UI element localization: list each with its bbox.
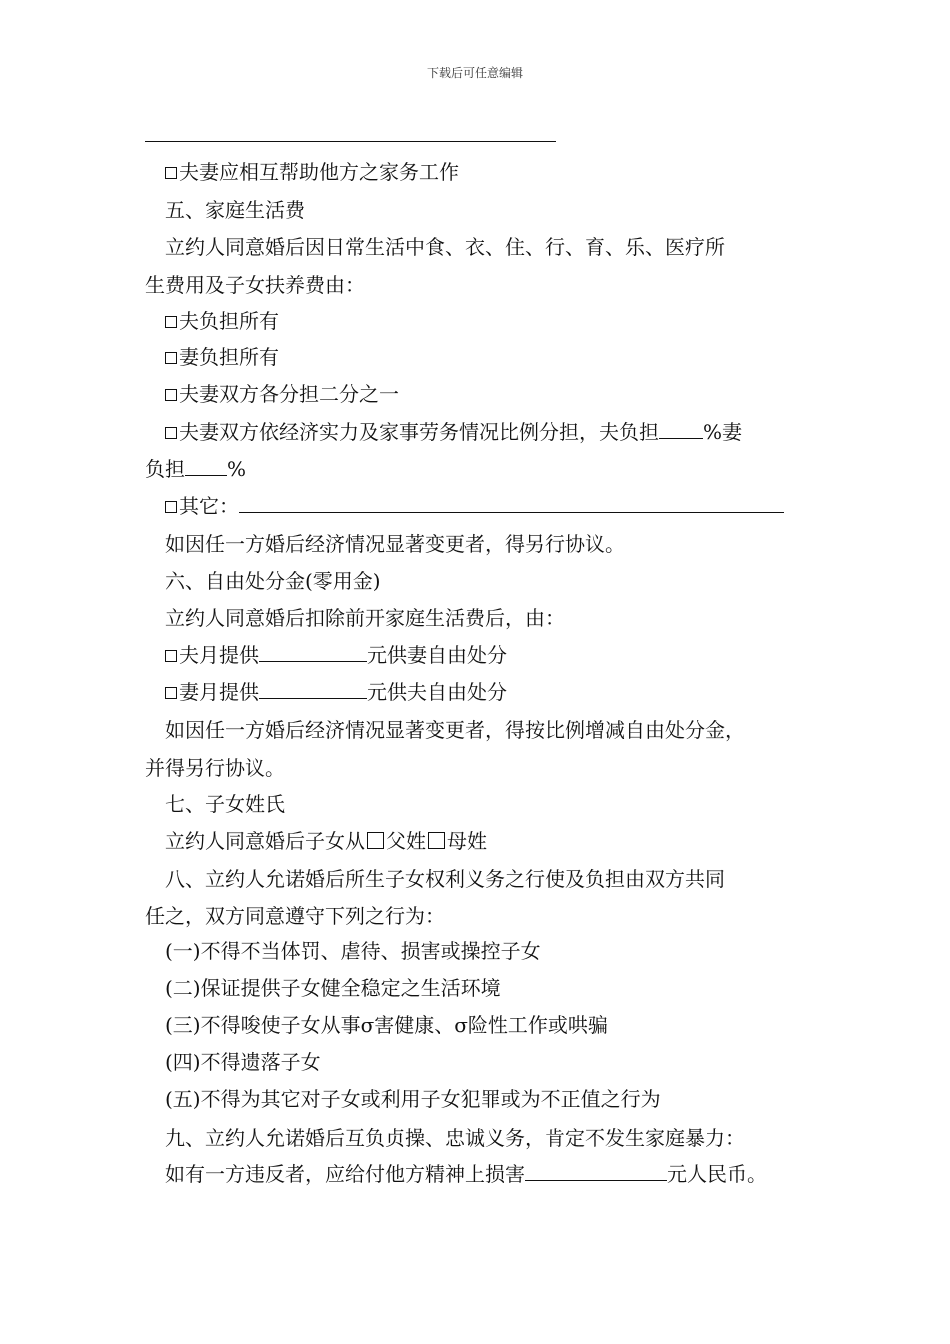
section-heading: 八、立约人允诺婚后所生子女权利义务之行使及负担由双方共同	[165, 867, 725, 891]
option-text: 其它：	[179, 494, 239, 518]
section-heading: 五、家庭生活费	[165, 198, 305, 222]
paragraph-line: 立约人同意婚后扣除前开家庭生活费后，由：	[165, 606, 565, 630]
percent-blank-husband[interactable]	[659, 418, 703, 439]
option-item	[145, 418, 845, 446]
checkbox-icon[interactable]	[165, 501, 177, 513]
paragraph-line: 生费用及子女扶养费由：	[145, 273, 365, 297]
text: 母姓	[447, 829, 487, 853]
text: 父姓	[386, 829, 426, 853]
checkbox-icon[interactable]	[165, 167, 177, 179]
checkbox-icon[interactable]	[367, 832, 384, 849]
fill-in-line	[145, 141, 556, 142]
option-text: 夫妻应相互帮助他方之家务工作	[179, 160, 459, 184]
option-text: 夫月提供	[179, 643, 259, 667]
checkbox-icon[interactable]	[165, 316, 177, 328]
section-heading: 七、子女姓氏	[165, 792, 285, 816]
paragraph-line	[145, 1160, 845, 1188]
paragraph-line: 如因任一方婚后经济情况显著变更者，得按比例增减自由处分金，	[165, 718, 745, 742]
option-text: 妻负担所有	[179, 345, 279, 369]
option-text: %妻	[703, 420, 743, 444]
checkbox-icon[interactable]	[165, 389, 177, 401]
option-text: 元供夫自由处分	[367, 680, 507, 704]
option-text: 夫妻双方各分担二分之一	[179, 382, 399, 406]
text: %	[227, 457, 247, 481]
page-header: 下载后可任意编辑	[426, 66, 523, 80]
option-item	[145, 158, 845, 186]
option-text: 夫妻双方依经济实力及家事劳务情况比例分担，夫负担	[179, 420, 659, 444]
option-text: 夫负担所有	[179, 309, 279, 333]
list-item: (五)不得为其它对子女或利用子女犯罪或为不正值之行为	[165, 1087, 661, 1111]
paragraph-line: 立约人同意婚后因日常生活中食、衣、住、行、育、乐、医疗所	[165, 235, 725, 259]
option-text: 妻月提供	[179, 680, 259, 704]
amount-blank[interactable]	[259, 641, 367, 662]
other-blank[interactable]	[239, 492, 784, 513]
text: 负担	[145, 457, 185, 481]
checkbox-icon[interactable]	[165, 352, 177, 364]
amount-blank[interactable]	[525, 1160, 667, 1181]
section-heading: 九、立约人允诺婚后互负贞操、忠诚义务，肯定不发生家庭暴力：	[165, 1126, 745, 1150]
option-text: 元供妻自由处分	[367, 643, 507, 667]
list-item: (三)不得唆使子女从事σ害健康、σ险性工作或哄骗	[165, 1013, 608, 1037]
list-item: (二)保证提供子女健全稳定之生活环境	[165, 976, 501, 1000]
checkbox-icon[interactable]	[165, 427, 177, 439]
option-item	[145, 380, 845, 408]
text: 元人民币。	[667, 1162, 767, 1186]
paragraph-line: 并得另行协议。	[145, 756, 285, 780]
option-item	[145, 678, 845, 706]
option-item	[145, 641, 845, 669]
paragraph-line	[145, 827, 845, 855]
amount-blank[interactable]	[259, 678, 367, 699]
option-item	[145, 307, 845, 335]
percent-blank-wife[interactable]	[185, 455, 227, 476]
list-item: (四)不得遗落子女	[165, 1050, 321, 1074]
paragraph-line: 如因任一方婚后经济情况显著变更者，得另行协议。	[165, 532, 625, 556]
checkbox-icon[interactable]	[165, 687, 177, 699]
text: 立约人同意婚后子女从	[165, 829, 365, 853]
paragraph-line: 任之，双方同意遵守下列之行为：	[145, 904, 445, 928]
text: 如有一方违反者，应给付他方精神上损害	[165, 1162, 525, 1186]
option-item	[145, 343, 845, 371]
checkbox-icon[interactable]	[165, 650, 177, 662]
option-item	[145, 492, 845, 520]
list-item: (一)不得不当体罚、虐待、损害或操控子女	[165, 939, 541, 963]
section-heading: 六、自由处分金(零用金)	[165, 569, 381, 593]
paragraph-line	[145, 455, 825, 483]
checkbox-icon[interactable]	[428, 832, 445, 849]
